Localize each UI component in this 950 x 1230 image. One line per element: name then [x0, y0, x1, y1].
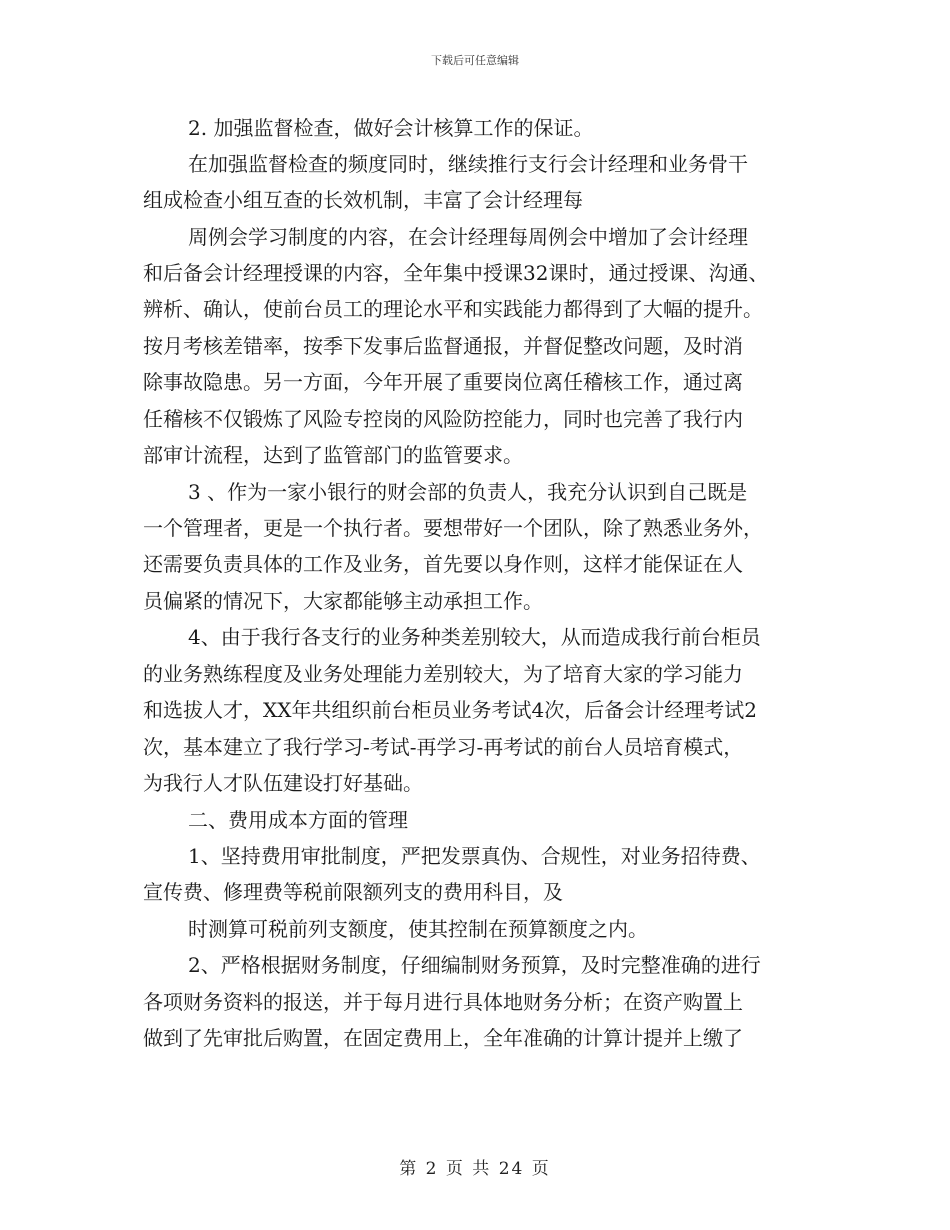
- paragraph-line: 宣传费、修理费等税前限额列支的费用科目，及: [143, 880, 563, 904]
- paragraph-line: 在加强监督检查的频度同时，继续推行支行会计经理和业务骨干: [188, 152, 748, 176]
- paragraph-line: 员偏紧的情况下，大家都能够主动承担工作。: [143, 589, 543, 613]
- paragraph-line: 2、严格根据财务制度，仔细编制财务预算，及时完整准确的进行: [188, 953, 761, 977]
- paragraph-line: 次，基本建立了我行学习-考试-再学习-再考试的前台人员培育模式，: [143, 735, 744, 759]
- paragraph-line: 的业务熟练程度及业务处理能力差别较大，为了培育大家的学习能力: [143, 662, 743, 686]
- paragraph-line: 各项财务资料的报送，并于每月进行具体地财务分析；在资产购置上: [143, 990, 743, 1014]
- paragraph-line: 还需要负责具体的工作及业务，首先要以身作则，这样才能保证在人: [143, 552, 743, 576]
- paragraph-line: 4、由于我行各支行的业务种类差别较大，从而造成我行前台柜员: [188, 625, 761, 649]
- section-heading: 二、费用成本方面的管理: [188, 808, 408, 832]
- paragraph-line: 辨析、确认，使前台员工的理论水平和实践能力都得到了大幅的提升。: [143, 297, 763, 321]
- paragraph-line: 按月考核差错率，按季下发事后监督通报，并督促整改问题，及时消: [143, 334, 743, 358]
- paragraph-line: 做到了先审批后购置，在固定费用上，全年准确的计算计提并上缴了: [143, 1026, 743, 1050]
- paragraph-line: 和后备会计经理授课的内容，全年集中授课32课时，通过授课、沟通、: [143, 261, 769, 285]
- page-header: 下载后可任意编辑: [431, 54, 519, 67]
- paragraph-line: 部审计流程，达到了监管部门的监管要求。: [143, 443, 523, 467]
- paragraph-line: 和选拔人才，XX年共组织前台柜员业务考试4次，后备会计经理考试2: [143, 698, 757, 722]
- paragraph-line: 2. 加强监督检查，做好会计核算工作的保证。: [188, 116, 594, 140]
- paragraph-line: 组成检查小组互查的长效机制，丰富了会计经理每: [143, 188, 583, 212]
- page-number-footer: 第 2 页 共 24 页: [399, 1159, 551, 1179]
- paragraph-line: 一个管理者，更是一个执行者。要想带好一个团队，除了熟悉业务外，: [143, 516, 763, 540]
- paragraph-line: 除事故隐患。另一方面，今年开展了重要岗位离任稽核工作，通过离: [143, 370, 743, 394]
- paragraph-line: 1、坚持费用审批制度，严把发票真伪、合规性，对业务招待费、: [188, 844, 761, 868]
- paragraph-line: 周例会学习制度的内容，在会计经理每周例会中增加了会计经理: [188, 225, 748, 249]
- paragraph-line: 任稽核不仅锻炼了风险专控岗的风险防控能力，同时也完善了我行内: [143, 407, 743, 431]
- paragraph-line: 3 、作为一家小银行的财会部的负责人，我充分认识到自己既是: [188, 480, 748, 504]
- paragraph-line: 为我行人才队伍建设打好基础。: [143, 771, 423, 795]
- paragraph-line: 时测算可税前列支额度，使其控制在预算额度之内。: [188, 917, 648, 941]
